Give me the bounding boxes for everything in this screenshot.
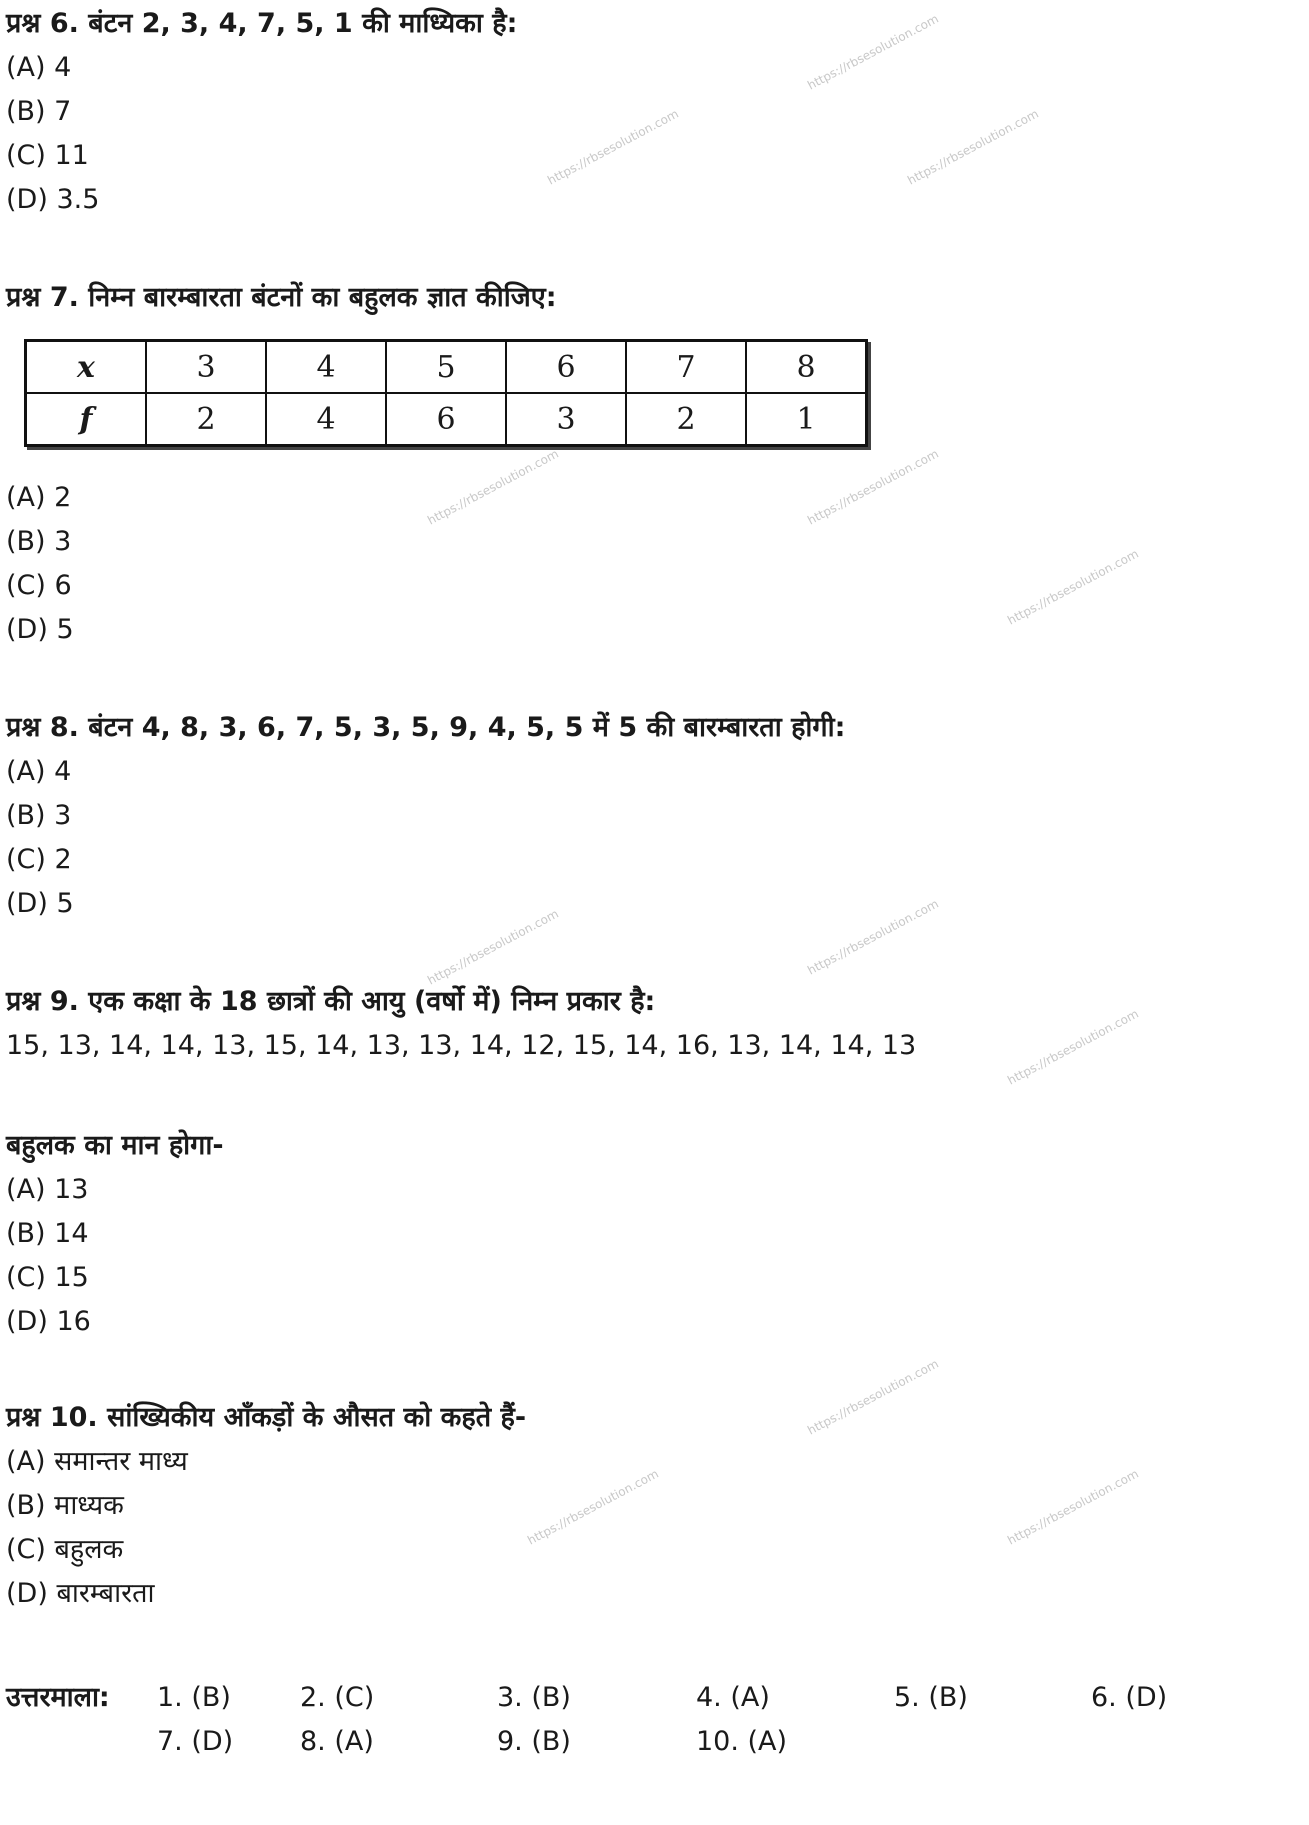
question-8-option-b: (B) 3	[6, 800, 72, 831]
question-10-option-a: (A) समान्तर माध्य	[6, 1446, 188, 1477]
question-9-option-b: (B) 14	[6, 1218, 89, 1249]
frequency-table	[24, 339, 868, 447]
question-6-option-b: (B) 7	[6, 96, 72, 127]
question-6-title: प्रश्न 6. बंटन 2, 3, 4, 7, 5, 1 की माध्यिका है:	[6, 8, 518, 39]
question-8-option-c: (C) 2	[6, 844, 72, 875]
question-7-title: प्रश्न 7. निम्न बारम्बारता बंटनों का बहुलक ज्ञात कीजिए:	[6, 282, 557, 313]
answer-item: 3. (B)	[497, 1682, 571, 1713]
watermark: https://rbsesolution.com	[525, 1466, 661, 1548]
question-9-option-d: (D) 16	[6, 1306, 91, 1337]
answer-item: 2. (C)	[300, 1682, 375, 1713]
question-10-option-b: (B) माध्यक	[6, 1490, 124, 1521]
frequency-table-cell: 4	[266, 341, 386, 394]
question-6	[6, 2, 517, 222]
frequency-table-cell: 8	[746, 341, 867, 394]
question-6-option-c: (C) 11	[6, 140, 89, 171]
frequency-table-x-header: x	[26, 341, 147, 394]
question-9-option-c: (C) 15	[6, 1262, 89, 1293]
answer-item: 4. (A)	[696, 1682, 770, 1713]
question-7-option-c: (C) 6	[6, 570, 72, 601]
answer-item: 10. (A)	[696, 1726, 788, 1757]
frequency-table-cell: 5	[386, 341, 506, 394]
question-10-option-c: (C) बहुलक	[6, 1534, 124, 1565]
watermark: https://rbsesolution.com	[805, 446, 941, 528]
question-9	[6, 980, 916, 1068]
frequency-table-cell: 2	[146, 393, 266, 446]
question-7-option-d: (D) 5	[6, 614, 74, 645]
question-10-title: प्रश्न 10. सांख्यिकीय आँकड़ों के औसत को कहते हैं-	[6, 1402, 527, 1433]
frequency-table-cell: 6	[506, 341, 626, 394]
question-8-option-a: (A) 4	[6, 756, 72, 787]
answer-item: 5. (B)	[894, 1682, 968, 1713]
frequency-table-cell: 3	[146, 341, 266, 394]
watermark: https://rbsesolution.com	[425, 446, 561, 528]
answer-item: 6. (D)	[1091, 1682, 1168, 1713]
watermark: https://rbsesolution.com	[805, 896, 941, 978]
question-9-sub	[6, 1124, 224, 1344]
watermark: https://rbsesolution.com	[905, 106, 1041, 188]
question-7-option-a: (A) 2	[6, 482, 72, 513]
watermark: https://rbsesolution.com	[1005, 1006, 1141, 1088]
watermark: https://rbsesolution.com	[545, 106, 681, 188]
question-9-data: 15, 13, 14, 14, 13, 15, 14, 13, 13, 14, 12, 15, 14, 16, 13, 14, 14, 13	[6, 1030, 917, 1061]
watermark: https://rbsesolution.com	[425, 906, 561, 988]
question-6-option-d: (D) 3.5	[6, 184, 100, 215]
watermark: https://rbsesolution.com	[1005, 1466, 1141, 1548]
question-9-title: प्रश्न 9. एक कक्षा के 18 छात्रों की आयु (वर्षो में) निम्न प्रकार है:	[6, 986, 656, 1017]
frequency-table-cell: 1	[746, 393, 867, 446]
question-8-option-d: (D) 5	[6, 888, 74, 919]
frequency-table-cell: 6	[386, 393, 506, 446]
question-10	[6, 1396, 526, 1616]
frequency-table-cell: 7	[626, 341, 746, 394]
frequency-table-cell: 4	[266, 393, 386, 446]
question-9-option-a: (A) 13	[6, 1174, 89, 1205]
question-10-option-d: (D) बारम्बारता	[6, 1578, 155, 1609]
watermark: https://rbsesolution.com	[1005, 546, 1141, 628]
watermark: https://rbsesolution.com	[805, 1356, 941, 1438]
frequency-table-row-x	[26, 341, 867, 394]
question-7-option-b: (B) 3	[6, 526, 72, 557]
answer-item: 9. (B)	[497, 1726, 571, 1757]
question-9-subtitle: बहुलक का मान होगा-	[6, 1130, 224, 1161]
frequency-table-row-f	[26, 393, 867, 446]
watermark: https://rbsesolution.com	[805, 11, 941, 93]
answer-item: 8. (A)	[300, 1726, 374, 1757]
frequency-table-cell: 2	[626, 393, 746, 446]
answer-item: 7. (D)	[157, 1726, 234, 1757]
question-8-title: प्रश्न 8. बंटन 4, 8, 3, 6, 7, 5, 3, 5, 9, 4, 5, 5 में 5 की बारम्बारता होगी:	[6, 712, 846, 743]
question-8	[6, 706, 845, 926]
question-7	[6, 276, 557, 320]
question-6-option-a: (A) 4	[6, 52, 72, 83]
frequency-table-f-header: f	[26, 393, 147, 446]
question-7-options	[6, 476, 74, 652]
answer-key-label: उत्तरमाला:	[6, 1682, 110, 1713]
frequency-table-cell: 3	[506, 393, 626, 446]
answer-item: 1. (B)	[157, 1682, 231, 1713]
